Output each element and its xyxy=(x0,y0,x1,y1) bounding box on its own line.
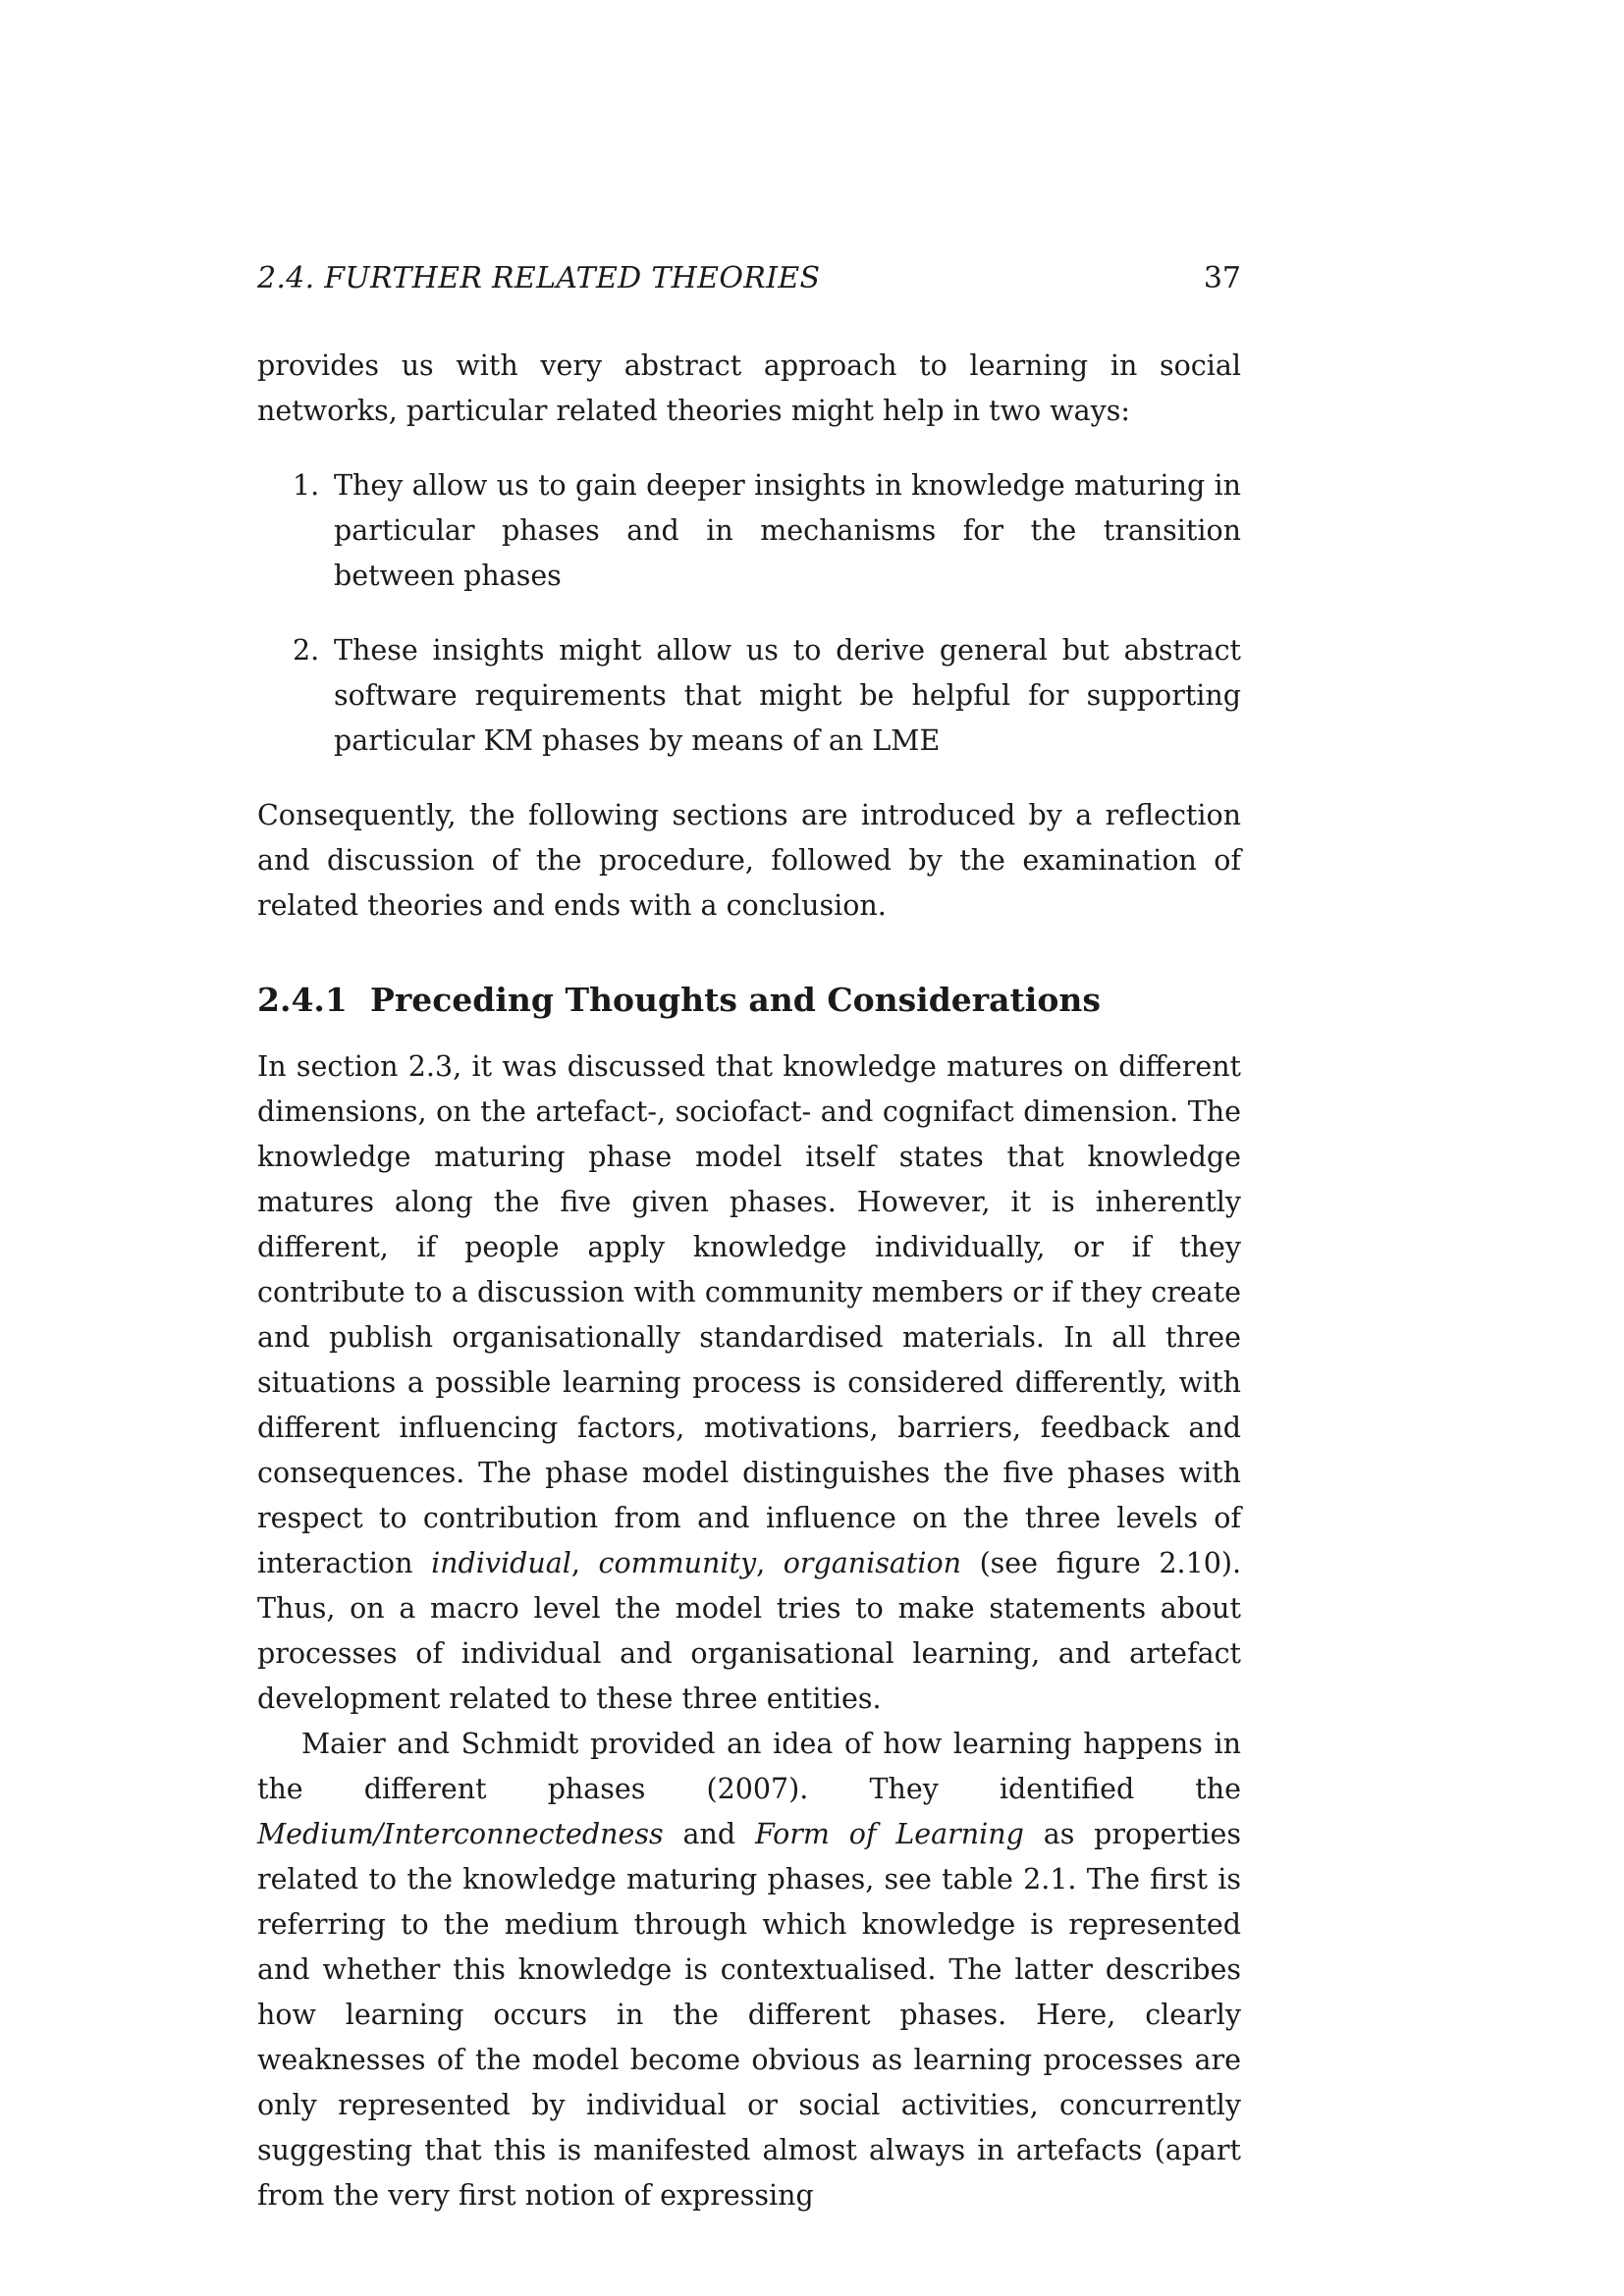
emphasis-medium-interconnectedness: Medium/Interconnectedness xyxy=(257,1818,664,1850)
list-item-number: 2. xyxy=(293,634,320,667)
page-number: 37 xyxy=(1203,261,1241,295)
section-title: Preceding Thoughts and Considerations xyxy=(370,981,1101,1019)
paragraph-text: and xyxy=(663,1818,755,1850)
intro-paragraph: provides us with very abstract approach to learning in social networks, particular related theories might help in two ways: xyxy=(257,349,1241,427)
running-header xyxy=(257,259,1241,298)
separator: , xyxy=(570,1547,599,1579)
list-item xyxy=(257,463,1241,599)
running-header-title: 2.4. FURTHER RELATED THEORIES xyxy=(257,261,821,295)
list-item xyxy=(257,628,1241,764)
list-item-text: They allow us to gain deeper insights in knowledge maturing in particular phases and in mechanisms for the transition between phases xyxy=(334,469,1241,592)
emphasis-individual: individual xyxy=(431,1547,571,1579)
emphasis-form-of-learning: Form of Learning xyxy=(754,1818,1024,1850)
body-paragraph xyxy=(257,1044,1241,1722)
section-heading xyxy=(257,978,1241,1023)
page-body xyxy=(257,344,1241,2218)
paragraph-text: (see figure 2.10). Thus, on a macro level the model tries to make statements about processes of individual and organisational learning, and artefact development related to these three entities. xyxy=(257,1547,1242,1715)
section-number: 2.4.1 xyxy=(257,981,348,1019)
body-paragraph xyxy=(257,1722,1241,2218)
paragraph-text: as properties related to the knowledge maturing phases, see table 2.1. The first is referring to the medium through which knowledge is represented and whether this knowledge is contextualised. The latter describes how learning occurs in the different phases. Here, clearly weaknesses of the model become obvious as learning processes are only represented by individual or social activities, concurrently suggesting that this is manifested almost always in artefacts (apart from the very first notion of expressing xyxy=(257,1818,1241,2212)
list-item-number: 1. xyxy=(293,469,320,502)
emphasis-community: community xyxy=(598,1547,757,1579)
list-item-text: These insights might allow us to derive general but abstract software requirements that might be helpful for supporting particular KM phases by means of an LME xyxy=(334,634,1241,757)
paragraph-text: In section 2.3, it was discussed that knowledge matures on different dimensions, on the artefact-, sociofact- and cognifact dimension. The knowledge maturing phase model itself states that knowledge matures along the five given phases. However, it is inherently different, if people apply knowledge individually, or if they contribute to a discussion with community members or if they create and publish organisationally standardised materials. In all three situations a possible learning process is considered differently, with different influencing factors, motivations, barriers, feedback and consequences. The phase model distinguishes the five phases with respect to contribution from and influence on the three levels of interaction xyxy=(257,1050,1241,1579)
paragraph-text: Maier and Schmidt provided an idea of how learning happens in the different phases (2007). They identified the xyxy=(257,1728,1241,1805)
consequence-paragraph: Consequently, the following sections are introduced by a reflection and discussion of the procedure, followed by the examination of related theories and ends with a conclusion. xyxy=(257,799,1241,922)
numbered-list xyxy=(257,463,1241,764)
emphasis-organisation: organisation xyxy=(783,1547,961,1579)
separator: , xyxy=(756,1547,784,1579)
